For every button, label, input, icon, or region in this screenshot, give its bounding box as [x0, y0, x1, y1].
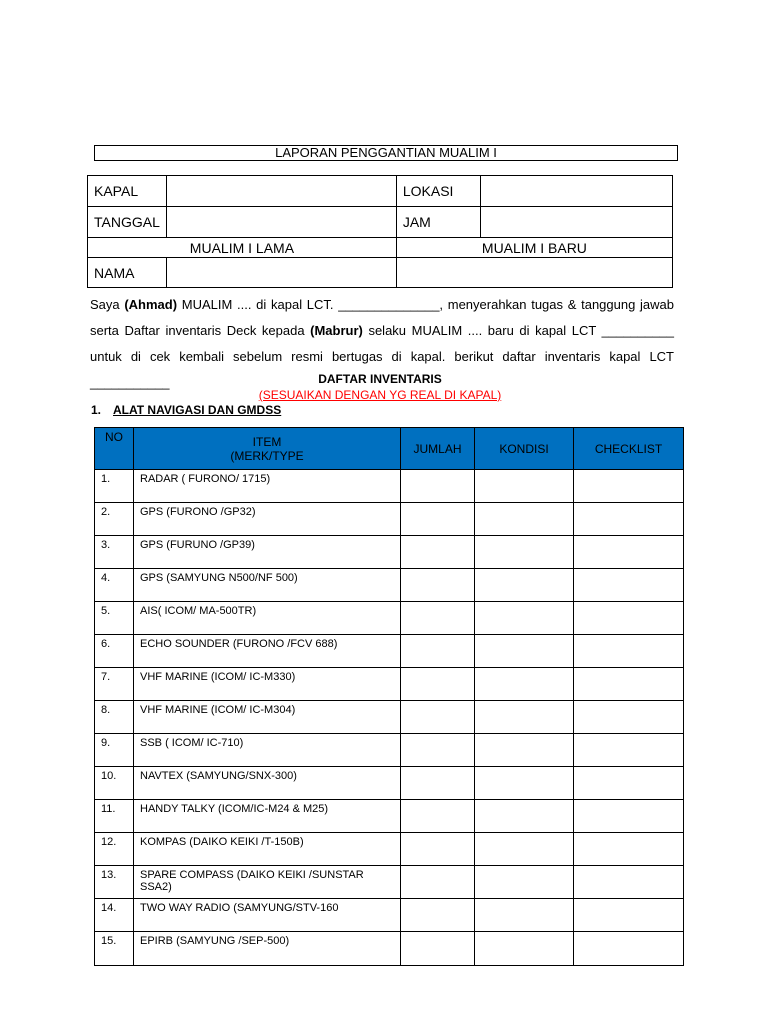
row-item: HANDY TALKY (ICOM/IC-M24 & M25)	[134, 800, 401, 833]
row-jumlah-cell[interactable]	[401, 932, 475, 966]
section-label: ALAT NAVIGASI DAN GMDSS	[113, 403, 282, 417]
row-jumlah-cell[interactable]	[401, 470, 475, 503]
section-heading	[91, 403, 281, 417]
row-kondisi-cell[interactable]	[475, 503, 574, 536]
row-checklist-cell[interactable]	[574, 536, 684, 569]
row-jumlah-cell[interactable]	[401, 569, 475, 602]
jam-label: JAM	[396, 207, 480, 238]
table-row	[95, 932, 684, 966]
table-row	[95, 602, 684, 635]
row-checklist-cell[interactable]	[574, 470, 684, 503]
row-jumlah-cell[interactable]	[401, 635, 475, 668]
row-item: GPS (FURUNO /GP39)	[134, 536, 401, 569]
row-item: ECHO SOUNDER (FURONO /FCV 688)	[134, 635, 401, 668]
row-number: 5.	[95, 602, 134, 635]
paragraph-text-3: selaku MUALIM .... baru di kapal LCT __________ untuk di cek kembali sebelum resmi bertugas di kapal. berikut daftar inventaris kapal LCT ___________	[90, 323, 674, 390]
kapal-label: KAPAL	[88, 176, 167, 207]
row-item: RADAR ( FURONO/ 1715)	[134, 470, 401, 503]
row-number: 11.	[95, 800, 134, 833]
row-jumlah-cell[interactable]	[401, 833, 475, 866]
row-checklist-cell[interactable]	[574, 899, 684, 932]
row-item: SSB ( ICOM/ IC-710)	[134, 734, 401, 767]
header-no: NO	[95, 428, 134, 470]
row-number: 9.	[95, 734, 134, 767]
paragraph-text-1: Saya	[90, 297, 125, 312]
inventory-note: (SESUAIKAN DENGAN YG REAL DI KAPAL)	[258, 388, 502, 402]
row-number: 14.	[95, 899, 134, 932]
inventory-body	[95, 470, 684, 966]
row-item: VHF MARINE (ICOM/ IC-M330)	[134, 668, 401, 701]
header-kondisi: KONDISI	[475, 428, 574, 470]
row-number: 8.	[95, 701, 134, 734]
table-row	[95, 833, 684, 866]
jam-value-cell[interactable]	[480, 207, 672, 238]
row-number: 1.	[95, 470, 134, 503]
row-kondisi-cell[interactable]	[475, 635, 574, 668]
row-item: AIS( ICOM/ MA-500TR)	[134, 602, 401, 635]
row-item: VHF MARINE (ICOM/ IC-M304)	[134, 701, 401, 734]
row-kondisi-cell[interactable]	[475, 866, 574, 899]
row-jumlah-cell[interactable]	[401, 536, 475, 569]
header-checklist: CHECKLIST	[574, 428, 684, 470]
row-checklist-cell[interactable]	[574, 734, 684, 767]
header-item-line1: ITEM	[252, 434, 282, 449]
row-jumlah-cell[interactable]	[401, 602, 475, 635]
inventory-table	[94, 427, 684, 966]
mualim-lama-header: MUALIM I LAMA	[88, 238, 397, 258]
table-row	[95, 701, 684, 734]
row-number: 7.	[95, 668, 134, 701]
tanggal-label: TANGGAL	[88, 207, 167, 238]
row-number: 6.	[95, 635, 134, 668]
nama-lama-value-cell[interactable]	[166, 258, 396, 288]
row-checklist-cell[interactable]	[574, 602, 684, 635]
row-item: NAVTEX (SAMYUNG/SNX-300)	[134, 767, 401, 800]
row-jumlah-cell[interactable]	[401, 800, 475, 833]
row-checklist-cell[interactable]	[574, 635, 684, 668]
lokasi-value-cell[interactable]	[480, 176, 672, 207]
row-checklist-cell[interactable]	[574, 668, 684, 701]
row-checklist-cell[interactable]	[574, 800, 684, 833]
mualim-baru-header: MUALIM I BARU	[396, 238, 672, 258]
row-number: 10.	[95, 767, 134, 800]
header-item	[134, 428, 401, 470]
row-checklist-cell[interactable]	[574, 503, 684, 536]
row-jumlah-cell[interactable]	[401, 899, 475, 932]
header-jumlah: JUMLAH	[401, 428, 475, 470]
nama-baru-value-cell[interactable]	[396, 258, 672, 288]
row-number: 15.	[95, 932, 134, 966]
row-checklist-cell[interactable]	[574, 767, 684, 800]
table-row	[95, 899, 684, 932]
lokasi-label: LOKASI	[396, 176, 480, 207]
paragraph-text-2: MUALIM .... di kapal LCT. ______________, menyerahkan tugas & tanggung jawab serta Daftar inventaris Deck kepada	[90, 297, 674, 338]
old-officer-name: (Ahmad)	[124, 297, 178, 312]
section-number: 1.	[91, 403, 102, 417]
row-kondisi-cell[interactable]	[475, 899, 574, 932]
table-row	[95, 569, 684, 602]
table-row	[95, 800, 684, 833]
tanggal-value-cell[interactable]	[166, 207, 396, 238]
row-item: GPS (FURONO /GP32)	[134, 503, 401, 536]
header-item-line2: (MERK/TYPE	[230, 448, 304, 463]
row-item: SPARE COMPASS (DAIKO KEIKI /SUNSTAR SSA2)	[134, 866, 401, 899]
report-title: LAPORAN PENGGANTIAN MUALIM I	[94, 145, 678, 161]
row-checklist-cell[interactable]	[574, 833, 684, 866]
row-kondisi-cell[interactable]	[475, 470, 574, 503]
row-kondisi-cell[interactable]	[475, 800, 574, 833]
row-kondisi-cell[interactable]	[475, 602, 574, 635]
row-item: GPS (SAMYUNG N500/NF 500)	[134, 569, 401, 602]
row-jumlah-cell[interactable]	[401, 503, 475, 536]
row-item: EPIRB (SAMYUNG /SEP-500)	[134, 932, 401, 966]
row-number: 12.	[95, 833, 134, 866]
row-jumlah-cell[interactable]	[401, 734, 475, 767]
row-jumlah-cell[interactable]	[401, 767, 475, 800]
row-checklist-cell[interactable]	[574, 701, 684, 734]
row-kondisi-cell[interactable]	[475, 734, 574, 767]
nama-label: NAMA	[88, 258, 167, 288]
row-jumlah-cell[interactable]	[401, 668, 475, 701]
table-row	[95, 470, 684, 503]
kapal-value-cell[interactable]	[166, 176, 396, 207]
row-checklist-cell[interactable]	[574, 866, 684, 899]
row-jumlah-cell[interactable]	[401, 701, 475, 734]
row-jumlah-cell[interactable]	[401, 866, 475, 899]
new-officer-name: (Mabrur)	[310, 323, 363, 338]
table-row	[95, 734, 684, 767]
row-number: 2.	[95, 503, 134, 536]
table-row	[95, 503, 684, 536]
row-kondisi-cell[interactable]	[475, 536, 574, 569]
row-checklist-cell[interactable]	[574, 932, 684, 966]
row-number: 4.	[95, 569, 134, 602]
row-kondisi-cell[interactable]	[475, 569, 574, 602]
row-item: TWO WAY RADIO (SAMYUNG/STV-160	[134, 899, 401, 932]
row-kondisi-cell[interactable]	[475, 932, 574, 966]
table-row	[95, 866, 684, 899]
row-kondisi-cell[interactable]	[475, 833, 574, 866]
row-kondisi-cell[interactable]	[475, 767, 574, 800]
table-row	[95, 635, 684, 668]
table-row	[95, 536, 684, 569]
row-number: 13.	[95, 866, 134, 899]
row-kondisi-cell[interactable]	[475, 668, 574, 701]
row-number: 3.	[95, 536, 134, 569]
row-item: KOMPAS (DAIKO KEIKI /T-150B)	[134, 833, 401, 866]
table-row	[95, 668, 684, 701]
inventory-heading: DAFTAR INVENTARIS	[318, 372, 442, 386]
vessel-info-table	[87, 175, 673, 288]
row-kondisi-cell[interactable]	[475, 701, 574, 734]
row-checklist-cell[interactable]	[574, 569, 684, 602]
table-row	[95, 767, 684, 800]
